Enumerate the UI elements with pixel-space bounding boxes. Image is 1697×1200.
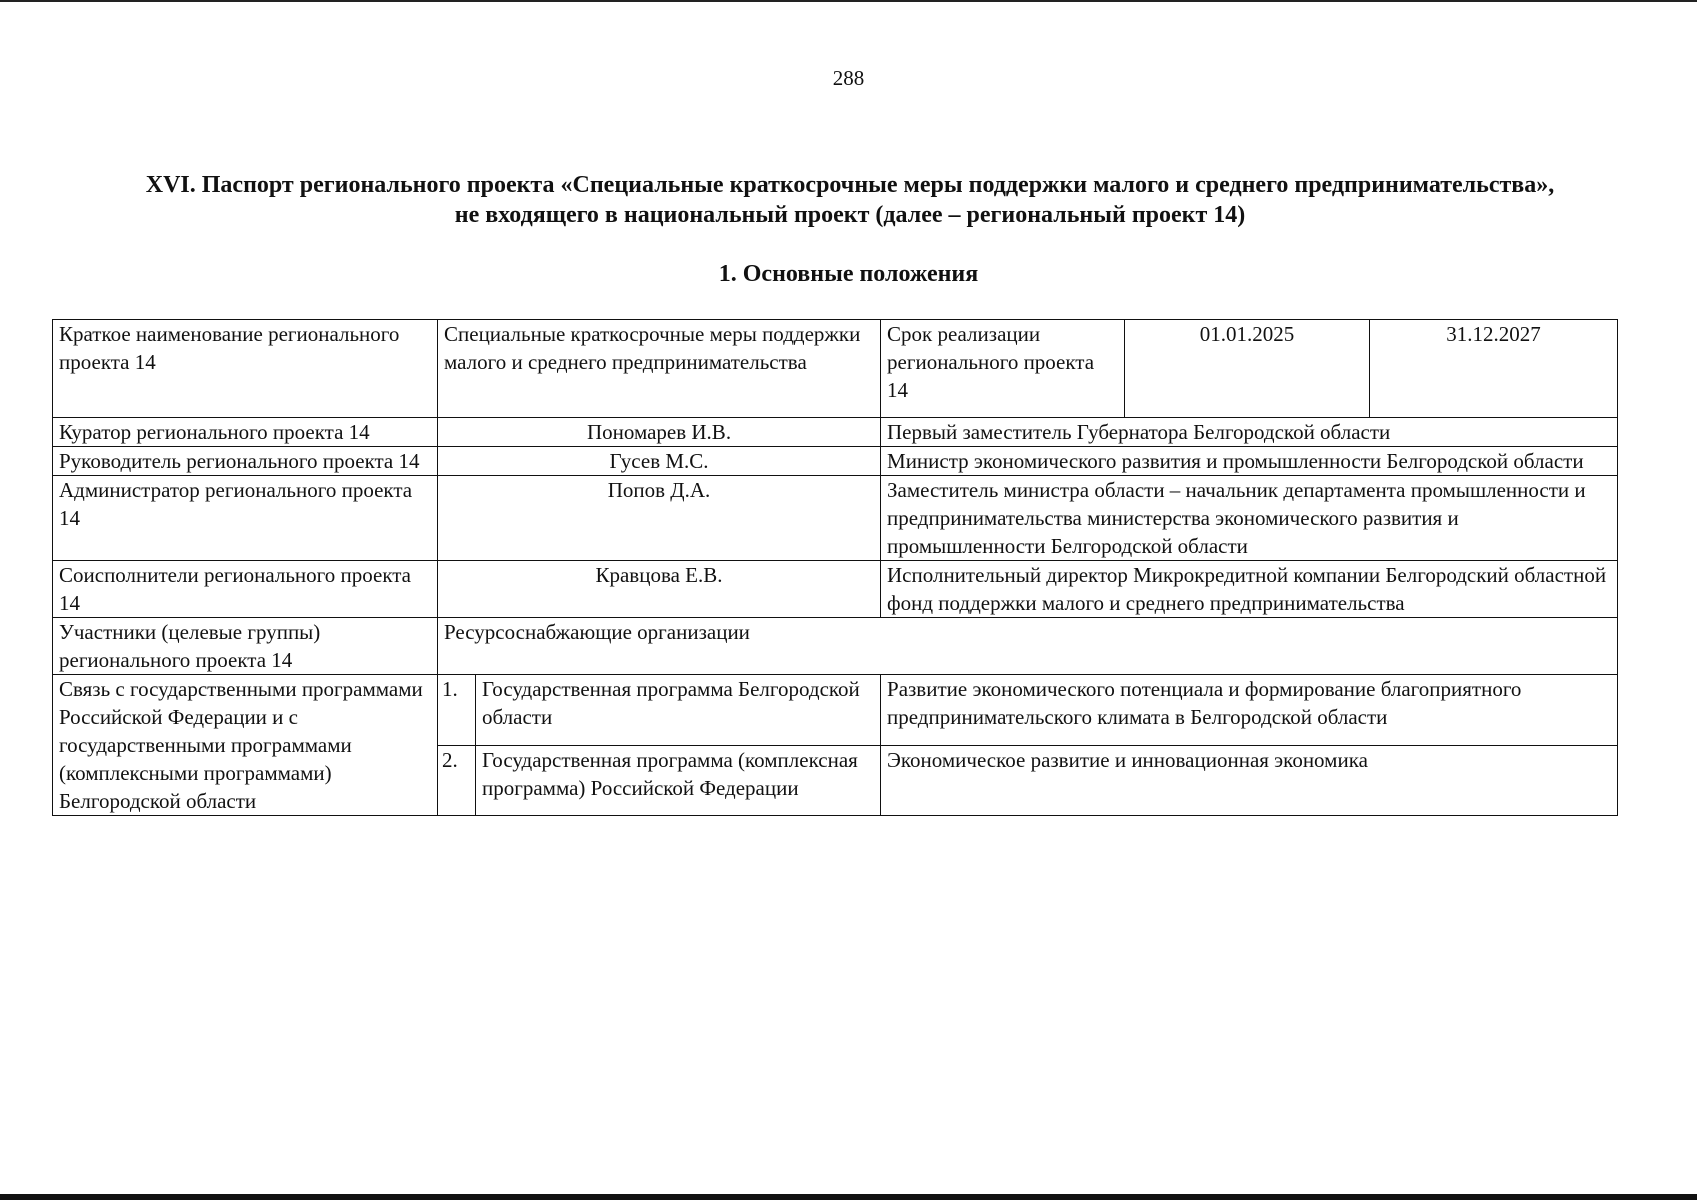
program-2-number: 2. [438, 745, 476, 816]
program-2-type: Государственная программа (комплексная программа) Российской Федерации [476, 745, 881, 816]
program-1-name: Развитие экономического потенциала и формирование благоприятного предпринимательского климата в Белгородской области [881, 675, 1618, 746]
leader-label: Руководитель регионального проекта 14 [53, 447, 438, 476]
document-title-line-1: XVI. Паспорт регионального проекта «Специальные краткосрочные меры поддержки малого и среднего предпринимательства», [145, 172, 1555, 198]
administrator-position: Заместитель министра области – начальник департамента промышленности и предпринимательства министерства экономического развития и промышленности Белгородской области [881, 476, 1618, 561]
table-row-program-1 [53, 675, 1618, 746]
project-name-value: Специальные краткосрочные меры поддержки малого и среднего предпринимательства [438, 320, 881, 418]
administrator-label: Администратор регионального проекта 14 [53, 476, 438, 561]
table-row-leader [53, 447, 1618, 476]
curator-person: Пономарев И.В. [438, 418, 881, 447]
administrator-person: Попов Д.А. [438, 476, 881, 561]
table-row-administrator [53, 476, 1618, 561]
leader-person: Гусев М.С. [438, 447, 881, 476]
leader-position: Министр экономического развития и промышленности Белгородской области [881, 447, 1618, 476]
passport-table [52, 319, 1618, 816]
coexecutors-person: Кравцова Е.В. [438, 561, 881, 618]
table-row-curator [53, 418, 1618, 447]
program-2-name: Экономическое развитие и инновационная экономика [881, 745, 1618, 816]
program-1-number: 1. [438, 675, 476, 746]
participants-label: Участники (целевые группы) регионального проекта 14 [53, 618, 438, 675]
table-row-participants [53, 618, 1618, 675]
project-start-date: 01.01.2025 [1125, 320, 1370, 418]
page-number: 288 [832, 66, 865, 90]
curator-label: Куратор регионального проекта 14 [53, 418, 438, 447]
curator-position: Первый заместитель Губернатора Белгородской области [881, 418, 1618, 447]
project-name-label: Краткое наименование регионального проекта 14 [53, 320, 438, 418]
project-end-date: 31.12.2027 [1370, 320, 1618, 418]
document-title-line-2: не входящего в национальный проект (далее – региональный проект 14) [454, 202, 1246, 228]
document-title [50, 170, 1650, 230]
top-border-line [0, 0, 1697, 2]
coexecutors-position: Исполнительный директор Микрокредитной компании Белгородский областной фонд поддержки малого и среднего предпринимательства [881, 561, 1618, 618]
table-row-project-name [53, 320, 1618, 418]
bottom-border-line [0, 1194, 1697, 1200]
table-row-coexecutors [53, 561, 1618, 618]
section-title: 1. Основные положения [718, 261, 979, 287]
participants-value: Ресурсоснабжающие организации [438, 618, 1618, 675]
programs-label: Связь с государственными программами Российской Федерации и с государственными программами (комплексными программами) Белгородской области [53, 675, 438, 816]
program-1-type: Государственная программа Белгородской области [476, 675, 881, 746]
project-term-label: Срок реализации регионального проекта 14 [881, 320, 1125, 418]
coexecutors-label: Соисполнители регионального проекта 14 [53, 561, 438, 618]
